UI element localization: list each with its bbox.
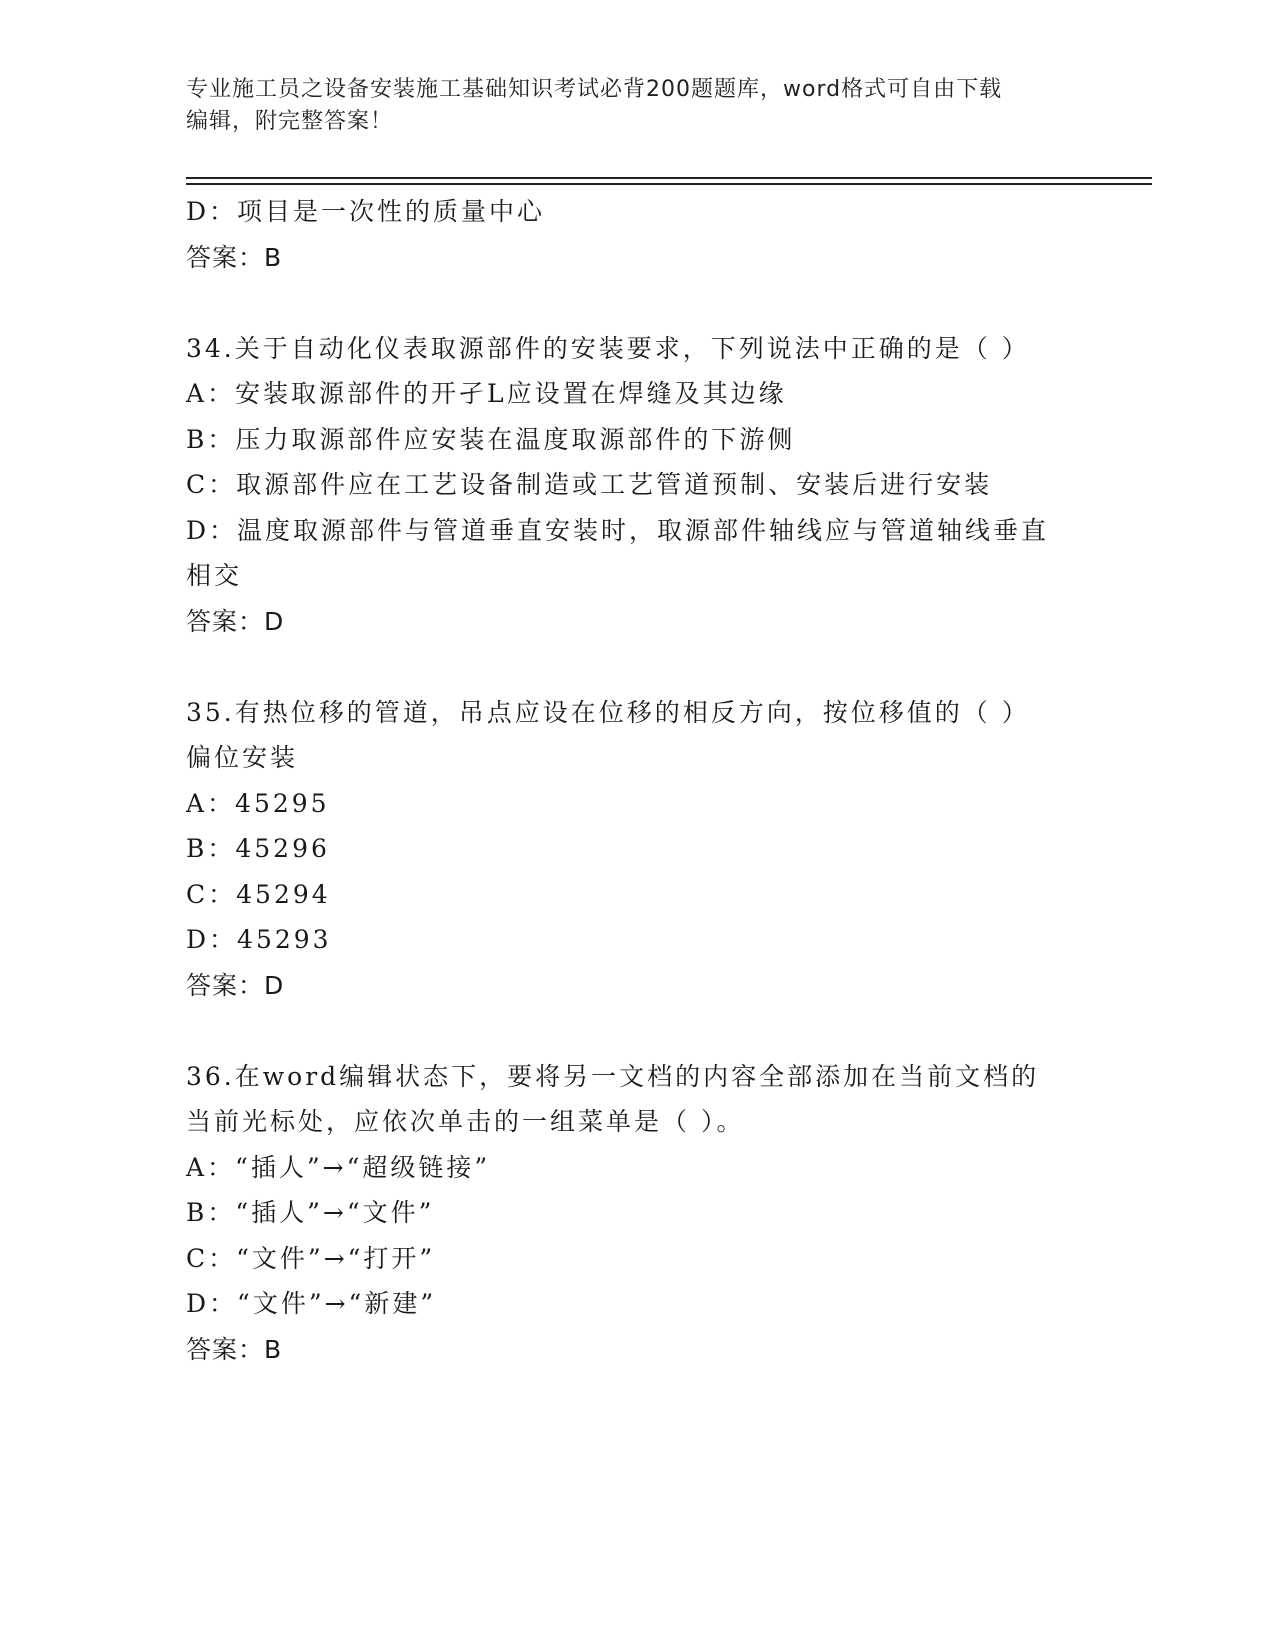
option-d-continued: 相交: [186, 561, 243, 590]
option-d: D：45293: [186, 925, 332, 954]
spacer: [186, 644, 1086, 690]
option-c: C：取源部件应在工艺设备制造或工艺管道预制、安装后进行安装: [186, 470, 993, 499]
header-divider-top: [186, 177, 1152, 179]
option-d: D：项目是一次性的质量中心: [186, 197, 546, 226]
question-stem-continued: 当前光标处，应依次单击的一组菜单是（ ）。: [186, 1107, 745, 1136]
question-stem: 36.在word编辑状态下，要将另一文档的内容全部添加在当前文档的: [186, 1061, 1040, 1091]
option-c: C：“文件”→“打开”: [186, 1243, 436, 1273]
option-b: B：45296: [186, 834, 330, 863]
option-d: D：“文件”→“新建”: [186, 1289, 437, 1318]
question-34: [186, 326, 1086, 645]
option-b: B：压力取源部件应安装在温度取源部件的下游侧: [186, 424, 796, 454]
answer-line: 答案：D: [186, 606, 285, 636]
header-title-line-1: 专业施工员之设备安装施工基础知识考试必背200题题库，word格式可自由下载: [186, 77, 1003, 102]
document-header: [186, 74, 1066, 138]
question-stem: 35.有热位移的管道，吊点应设在位移的相反方向，按位移值的（ ）: [186, 697, 1030, 727]
option-c: C：45294: [186, 879, 331, 909]
question-35: [186, 690, 1086, 1009]
spacer: [186, 280, 1086, 326]
question-stem: 34.关于自动化仪表取源部件的安装要求，下列说法中正确的是（ ）: [186, 333, 1030, 363]
answer-line: 答案：B: [186, 242, 283, 272]
option-a: A：45295: [186, 788, 330, 818]
option-b: B：“插人”→“文件”: [186, 1198, 435, 1227]
option-d: D：温度取源部件与管道垂直安装时，取源部件轴线应与管道轴线垂直: [186, 515, 1050, 545]
answer-line: 答案：B: [186, 1334, 283, 1364]
answer-line: 答案：D: [186, 970, 285, 1000]
header-divider-bottom: [186, 183, 1152, 185]
question-36: [186, 1054, 1086, 1373]
previous-question-tail: [186, 189, 1086, 280]
option-a: A：“插人”→“超级链接”: [186, 1152, 491, 1182]
question-stem-continued: 偏位安装: [186, 743, 299, 772]
header-title-line-2: 编辑，附完整答案！: [186, 109, 394, 134]
document-body: [186, 189, 1086, 1372]
spacer: [186, 1008, 1086, 1054]
option-a: A：安装取源部件的开孑L应设置在焊缝及其边缘: [186, 379, 787, 408]
